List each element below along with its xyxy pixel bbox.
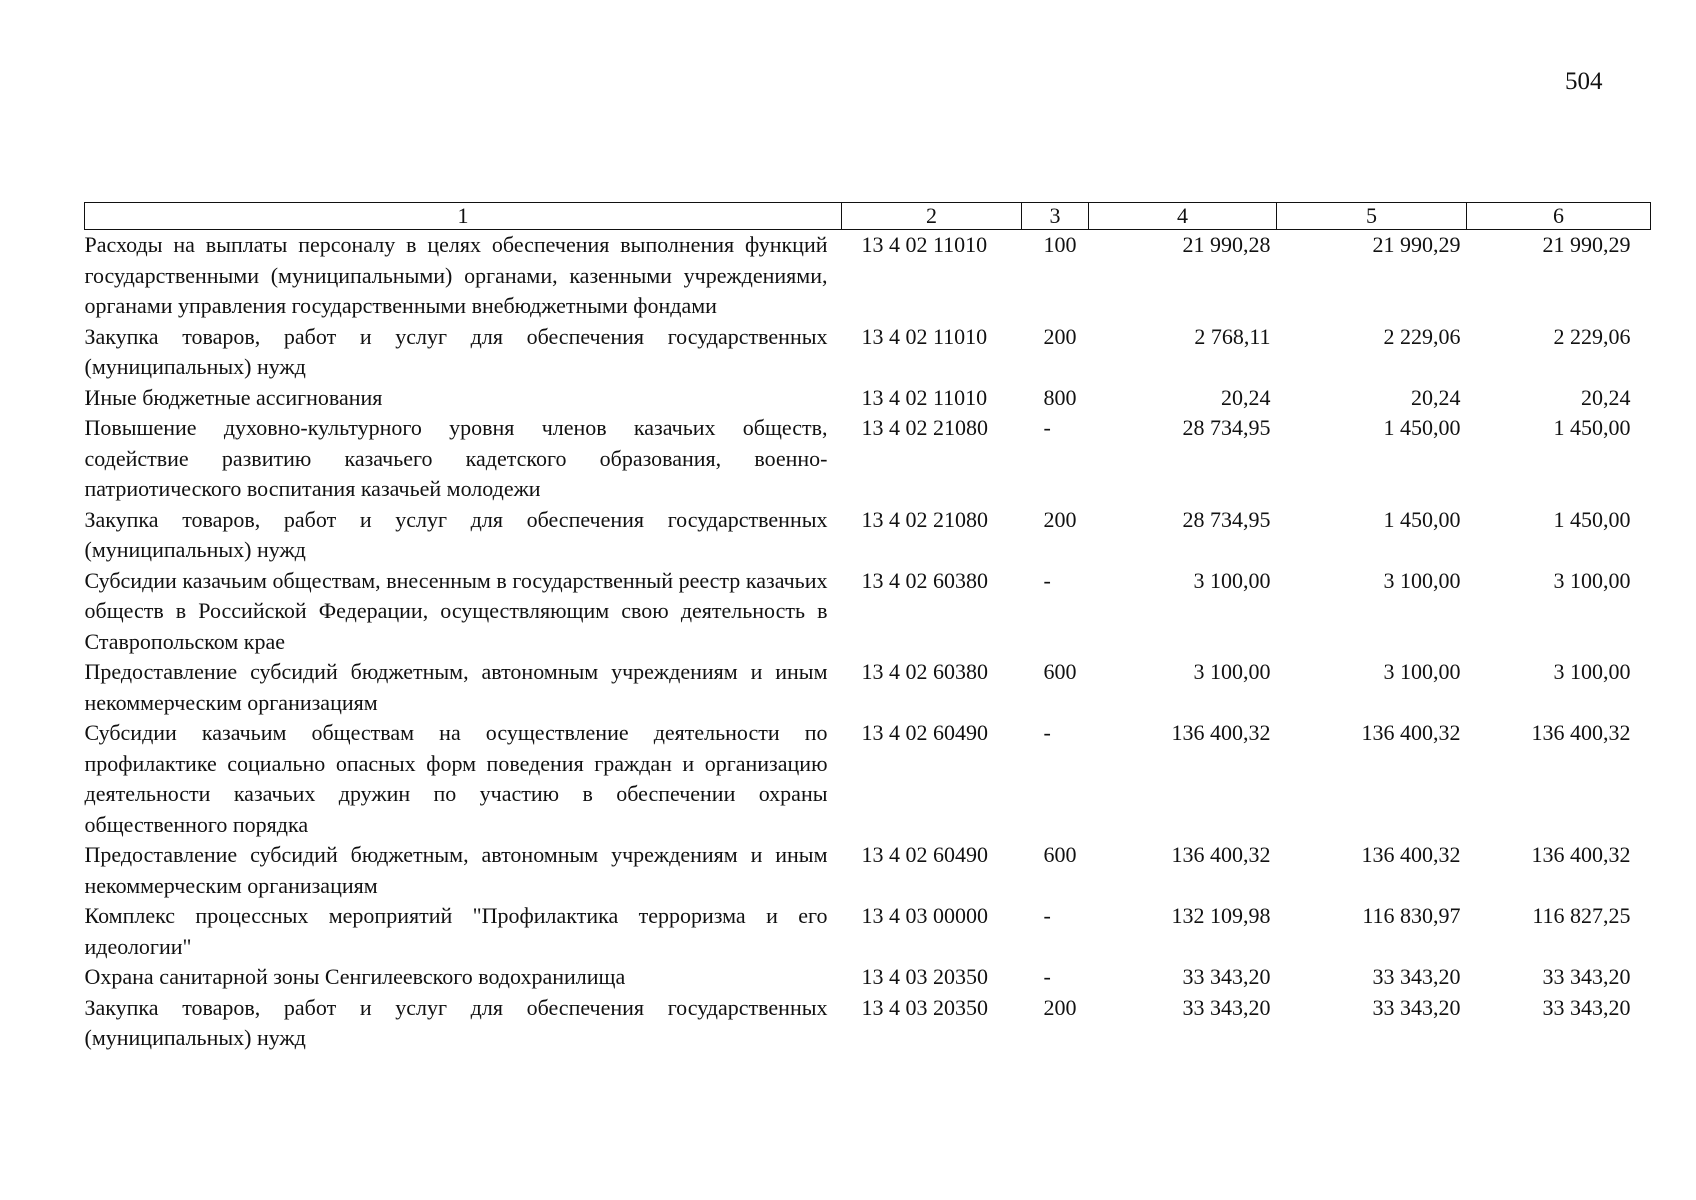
- row-value-6: 2 229,06: [1553, 323, 1631, 349]
- row-value-6: 1 450,00: [1553, 415, 1631, 440]
- row-type: -: [1043, 720, 1051, 745]
- row-value-4: 3 100,00: [1193, 659, 1271, 684]
- column-header-2: 2: [842, 203, 1022, 230]
- row-code: 13 4 03 20350: [861, 964, 988, 989]
- row-value-4: 132 109,98: [1171, 903, 1271, 928]
- row-type: 600: [1043, 659, 1077, 684]
- table-row: [85, 413, 1651, 505]
- row-code: 13 4 03 20350: [861, 994, 988, 1020]
- row-value-4: 136 400,32: [1171, 842, 1271, 867]
- column-header-3: 3: [1022, 203, 1089, 230]
- row-type: -: [1043, 964, 1051, 989]
- row-value-6: 33 343,20: [1542, 964, 1631, 989]
- row-type: 200: [1043, 994, 1077, 1020]
- row-type: 200: [1043, 323, 1077, 349]
- row-value-5: 3 100,00: [1383, 659, 1461, 684]
- row-value-6: 3 100,00: [1553, 659, 1631, 684]
- row-type: -: [1043, 415, 1051, 440]
- table-row: [85, 383, 1651, 414]
- table-row: [85, 566, 1651, 658]
- row-value-4: 28 734,95: [1182, 506, 1271, 532]
- row-value-4: 33 343,20: [1182, 994, 1271, 1020]
- row-value-6: 3 100,00: [1553, 567, 1631, 593]
- row-code: 13 4 02 11010: [861, 384, 988, 410]
- row-type: 200: [1043, 506, 1077, 532]
- column-header-4: 4: [1089, 203, 1277, 230]
- row-name: Закупка товаров, работ и услуг для обеспечения государственных (муниципальных) нужд: [84, 506, 828, 562]
- row-value-4: 3 100,00: [1193, 567, 1271, 593]
- row-value-5: 136 400,32: [1361, 720, 1461, 745]
- row-code: 13 4 02 21080: [861, 506, 988, 532]
- table-row: [85, 840, 1651, 901]
- row-value-6: 20,24: [1581, 384, 1631, 410]
- row-type: -: [1043, 903, 1051, 928]
- row-name: Охрана санитарной зоны Сенгилеевского водохранилища: [84, 964, 626, 989]
- row-value-6: 136 400,32: [1531, 720, 1631, 745]
- row-name: Субсидии казачьим обществам на осуществление деятельности по профилактике социально опасных форм поведения граждан и организацию деятельности казачьих дружин по участию в обеспечении охраны общественного порядка: [84, 720, 828, 837]
- row-value-4: 33 343,20: [1182, 964, 1271, 989]
- row-name: Предоставление субсидий бюджетным, автономным учреждениям и иным некоммерческим организациям: [84, 842, 828, 898]
- column-header-5: 5: [1277, 203, 1467, 230]
- table-row: [85, 901, 1651, 962]
- row-name: Закупка товаров, работ и услуг для обеспечения государственных (муниципальных) нужд: [84, 323, 828, 379]
- row-value-6: 1 450,00: [1553, 506, 1631, 532]
- table-row: [85, 230, 1651, 322]
- row-name: Иные бюджетные ассигнования: [84, 384, 383, 410]
- row-code: 13 4 02 60380: [861, 567, 988, 593]
- row-code: 13 4 02 60380: [861, 659, 988, 684]
- column-header-1: 1: [85, 203, 842, 230]
- row-value-5: 2 229,06: [1383, 323, 1461, 349]
- column-header-6: 6: [1467, 203, 1651, 230]
- row-value-5: 116 830,97: [1362, 903, 1461, 928]
- row-value-6: 21 990,29: [1542, 232, 1631, 257]
- row-type: 800: [1043, 384, 1077, 410]
- row-value-4: 136 400,32: [1171, 720, 1271, 745]
- row-name: Субсидии казачьим обществам, внесенным в государственный реестр казачьих обществ в Российской Федерации, осуществляющим свою деятельность в Ставропольском крае: [84, 567, 828, 654]
- row-value-6: 33 343,20: [1542, 994, 1631, 1020]
- table-row: [85, 322, 1651, 383]
- row-value-5: 1 450,00: [1383, 415, 1461, 440]
- row-name: Предоставление субсидий бюджетным, автономным учреждениям и иным некоммерческим организациям: [84, 659, 828, 715]
- row-value-5: 136 400,32: [1361, 842, 1461, 867]
- row-value-4: 21 990,28: [1182, 232, 1271, 257]
- row-code: 13 4 02 11010: [861, 232, 988, 257]
- row-code: 13 4 02 60490: [861, 720, 988, 745]
- row-value-6: 116 827,25: [1532, 903, 1631, 928]
- table-row: [85, 657, 1651, 718]
- row-value-4: 2 768,11: [1194, 323, 1271, 349]
- row-value-5: 20,24: [1411, 384, 1461, 410]
- row-value-4: 20,24: [1221, 384, 1271, 410]
- row-value-5: 1 450,00: [1383, 506, 1461, 532]
- row-type: 600: [1043, 842, 1077, 867]
- table-row: [85, 962, 1651, 993]
- row-value-5: 3 100,00: [1383, 567, 1461, 593]
- table-row: [85, 718, 1651, 840]
- row-value-4: 28 734,95: [1182, 415, 1271, 440]
- row-name: Расходы на выплаты персоналу в целях обеспечения выполнения функций государственными (муниципальными) органами, казенными учреждениями, органами управления государственными внебюджетными фондами: [84, 232, 828, 318]
- row-value-6: 136 400,32: [1531, 842, 1631, 867]
- row-code: 13 4 03 00000: [861, 903, 988, 928]
- row-code: 13 4 02 21080: [861, 415, 988, 440]
- row-code: 13 4 02 60490: [861, 842, 988, 867]
- row-value-5: 33 343,20: [1372, 964, 1461, 989]
- row-type: 100: [1043, 232, 1077, 257]
- row-value-5: 21 990,29: [1372, 232, 1461, 257]
- budget-table: [84, 202, 1651, 1054]
- table-row: [85, 993, 1651, 1054]
- table-row: [85, 505, 1651, 566]
- row-value-5: 33 343,20: [1372, 994, 1461, 1020]
- row-code: 13 4 02 11010: [861, 323, 988, 349]
- row-name: Комплекс процессных мероприятий "Профилактика терроризма и его идеологии": [84, 903, 828, 959]
- row-name: Закупка товаров, работ и услуг для обеспечения государственных (муниципальных) нужд: [84, 994, 828, 1050]
- row-type: -: [1043, 567, 1051, 593]
- page-number: 504: [1565, 68, 1603, 95]
- row-name: Повышение духовно-культурного уровня членов казачьих обществ, содействие развитию казачьего кадетского образования, военно-патриотического воспитания казачьей молодежи: [84, 415, 828, 501]
- column-number-header-row: [85, 203, 1651, 230]
